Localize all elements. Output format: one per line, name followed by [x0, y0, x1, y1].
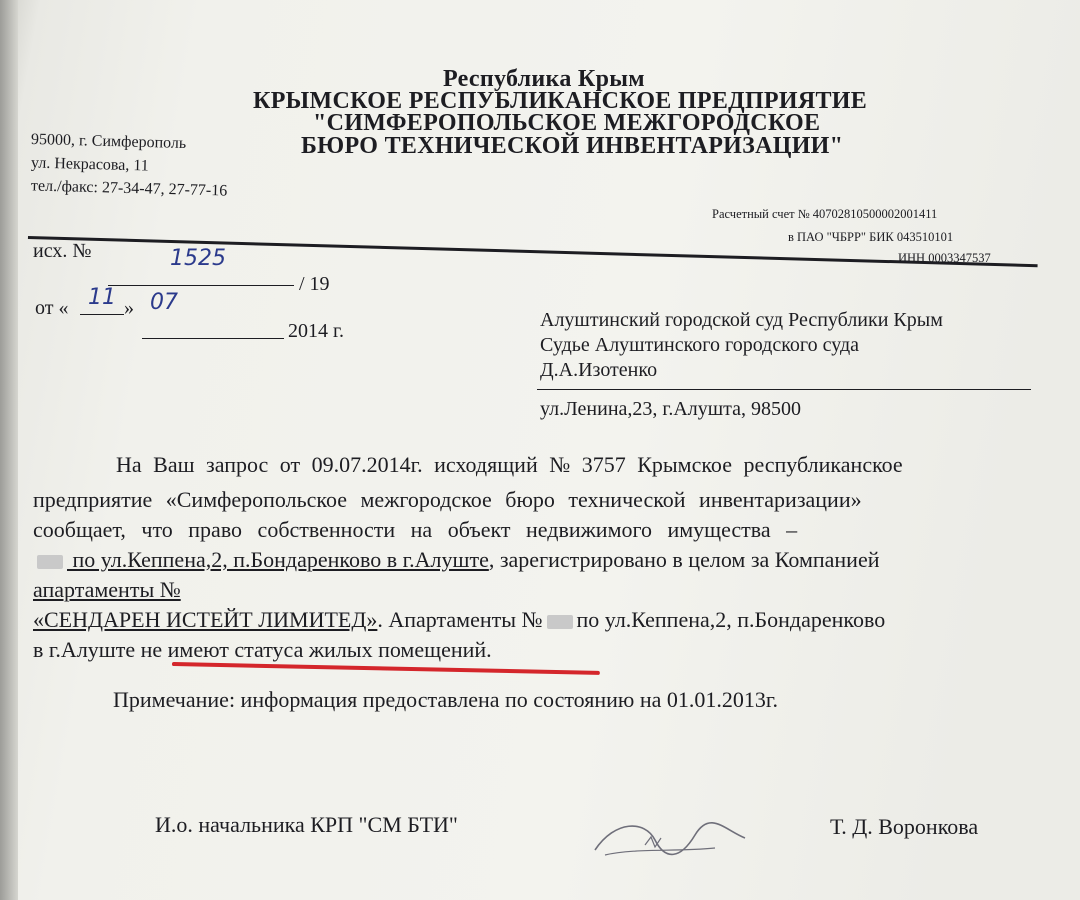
date-month-underline — [142, 338, 284, 339]
body-line-1: На Ваш запрос от 09.07.2014г. исходящий № 3757 Крымское республиканское — [116, 452, 903, 477]
note-line: Примечание: информация предоставлена по состоянию на 01.01.2013г. — [113, 687, 778, 712]
body-line-6 — [33, 607, 885, 633]
date-quote-close: » — [124, 297, 134, 319]
outgoing-number-handwritten: 1525 — [170, 246, 226, 271]
body-line-4 — [33, 547, 879, 573]
date-day-handwritten: 11 — [88, 285, 116, 310]
recipient-address: ул.Ленина,23, г.Алушта, 98500 — [540, 398, 802, 420]
date-day-underline — [80, 314, 124, 315]
sender-address-3: тел./факс: 27-34-47, 27-77-16 — [30, 177, 228, 200]
recipient-line-3: Д.А.Изотенко — [540, 359, 658, 381]
header-line-4: БЮРО ТЕХНИЧЕСКОЙ ИНВЕНТАРИЗАЦИИ" — [301, 133, 844, 159]
date-prefix: от « — [35, 297, 69, 319]
sender-address-2: ул. Некрасова, 11 — [30, 154, 149, 175]
body-line-7 — [33, 637, 492, 663]
body-line-6a: «СЕНДАРЕН ИСТЕЙТ ЛИМИТЕД» — [33, 607, 378, 632]
body-line-3: сообщает, что право собственности на объект недвижимого имущества – — [33, 517, 798, 542]
redacted-number — [37, 555, 63, 569]
header-line-2: КРЫМСКОЕ РЕСПУБЛИКАНСКОЕ ПРЕДПРИЯТИЕ — [253, 88, 868, 114]
signer-title: И.о. начальника КРП "СМ БТИ" — [155, 812, 458, 837]
sender-address-1: 95000, г. Симферополь — [30, 130, 187, 153]
recipient-rule — [537, 389, 1031, 390]
header-line-3: "СИМФЕРОПОЛЬСКОЕ МЕЖГОРОДСКОЕ — [313, 110, 821, 136]
bank-inn: ИНН 0003347537 — [898, 251, 991, 265]
outgoing-number-suffix: / 19 — [299, 273, 330, 295]
redacted-number-2 — [547, 615, 573, 629]
red-emphasis-underline — [172, 662, 600, 675]
header-line-1: Республика Крым — [443, 66, 645, 92]
body-line-5a: апартаменты № — [33, 577, 181, 602]
date-month-handwritten: 07 — [150, 290, 178, 315]
date-year: 2014 г. — [288, 320, 344, 342]
outgoing-number-label: исх. № — [33, 240, 92, 262]
body-line-4b: , зарегистрировано в целом за Компанией — [488, 547, 880, 572]
body-line-6c: по ул.Кеппена,2, п.Бондаренково — [576, 607, 886, 632]
paper-edge-shadow — [0, 0, 18, 900]
body-line-4a: по ул.Кеппена,2, п.Бондаренково в г.Алуште — [67, 547, 489, 572]
body-line-7-highlight: не имеют статуса жилых помещений. — [140, 637, 492, 662]
bank-account: Расчетный счет № 40702810500002001411 — [712, 207, 938, 221]
handwritten-signature — [585, 810, 755, 870]
recipient-line-1: Алуштинский городской суд Республики Крым — [540, 309, 943, 331]
outgoing-number-underline — [108, 285, 294, 286]
body-line-7a: в г.Алуште — [33, 637, 141, 662]
body-line-6b: . Апартаменты № — [377, 607, 543, 632]
body-line-5 — [33, 577, 181, 603]
recipient-line-2: Судье Алуштинского городского суда — [540, 334, 860, 356]
signer-name: Т. Д. Воронкова — [830, 814, 979, 839]
bank-name: в ПАО "ЧБРР" БИК 043510101 — [788, 230, 954, 244]
body-line-2: предприятие «Симферопольское межгородское бюро технической инвентаризации» — [33, 487, 862, 512]
